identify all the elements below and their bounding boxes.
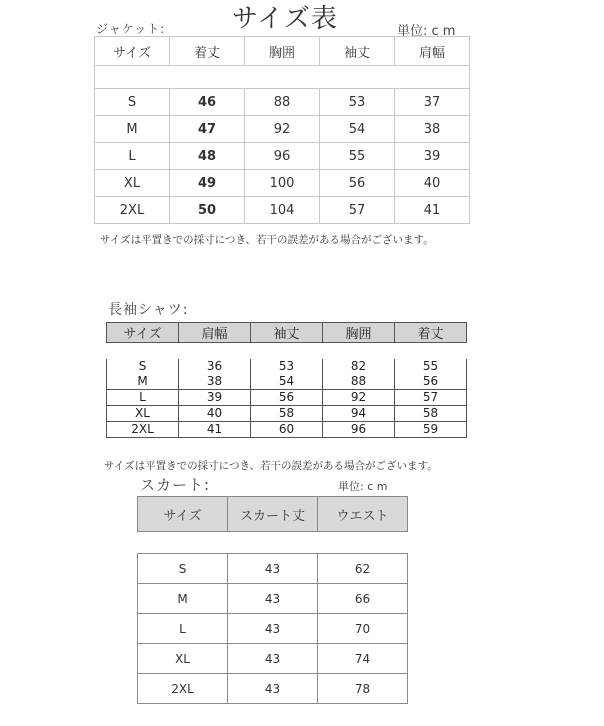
table-cell: 58 <box>395 406 467 422</box>
table-cell: 46 <box>170 89 245 116</box>
table-cell: 57 <box>395 390 467 406</box>
table-cell: 54 <box>320 116 395 143</box>
table-row <box>107 390 467 406</box>
spacer-cell <box>95 66 470 89</box>
table-header-row <box>95 37 470 66</box>
table-cell: 49 <box>170 170 245 197</box>
table-cell: 92 <box>323 390 395 406</box>
table-cell: 54 <box>251 374 323 390</box>
header-cell: ウエスト <box>318 497 408 532</box>
table-cell: 36 <box>179 359 251 374</box>
table-cell: 43 <box>228 584 318 614</box>
table-row <box>138 674 408 704</box>
table-cell: 57 <box>320 197 395 224</box>
table-cell: 88 <box>245 89 320 116</box>
table-cell: 50 <box>170 197 245 224</box>
table-row <box>95 197 470 224</box>
header-cell: 胸囲 <box>323 323 395 343</box>
table-row <box>107 406 467 422</box>
table-row <box>95 170 470 197</box>
table-cell: 41 <box>179 422 251 438</box>
table-cell: 37 <box>395 89 470 116</box>
table-cell: 92 <box>245 116 320 143</box>
shirt-size-table <box>106 359 467 438</box>
table-row <box>95 143 470 170</box>
table-cell: L <box>138 614 228 644</box>
table-cell: 66 <box>318 584 408 614</box>
table-cell: 48 <box>170 143 245 170</box>
table-row <box>107 359 467 374</box>
table-row <box>107 374 467 390</box>
jacket-note: サイズは平置きでの採寸につき、若干の誤差がある場合がございます。 <box>100 234 434 246</box>
table-cell: 55 <box>320 143 395 170</box>
table-row <box>95 89 470 116</box>
header-cell: 胸囲 <box>245 37 320 66</box>
table-cell: 56 <box>251 390 323 406</box>
table-header-row <box>107 323 467 343</box>
table-cell: 104 <box>245 197 320 224</box>
table-cell: XL <box>138 644 228 674</box>
table-cell: 60 <box>251 422 323 438</box>
table-cell: M <box>95 116 170 143</box>
header-cell: スカート丈 <box>228 497 318 532</box>
jacket-unit: 単位: c m <box>397 24 456 39</box>
table-cell: 56 <box>395 374 467 390</box>
table-cell: 40 <box>395 170 470 197</box>
table-cell: S <box>95 89 170 116</box>
table-row <box>95 116 470 143</box>
header-cell: 袖丈 <box>320 37 395 66</box>
shirt-note: サイズは平置きでの採寸につき、若干の誤差がある場合がございます。 <box>104 460 438 472</box>
table-cell: 88 <box>323 374 395 390</box>
jacket-label: ジャケット: <box>96 22 166 36</box>
table-row <box>138 554 408 584</box>
table-cell: 82 <box>323 359 395 374</box>
header-cell: 着丈 <box>170 37 245 66</box>
table-cell: 43 <box>228 644 318 674</box>
table-cell: 53 <box>251 359 323 374</box>
table-cell: M <box>138 584 228 614</box>
table-cell: 62 <box>318 554 408 584</box>
spacer-row <box>95 66 470 89</box>
table-cell: 39 <box>395 143 470 170</box>
shirt-label: 長袖シャツ: <box>108 302 189 318</box>
skirt-size-table <box>137 553 408 704</box>
table-cell: 53 <box>320 89 395 116</box>
skirt-header-table <box>137 496 408 532</box>
table-cell: 38 <box>395 116 470 143</box>
table-cell: 59 <box>395 422 467 438</box>
header-cell: 袖丈 <box>251 323 323 343</box>
table-cell: XL <box>95 170 170 197</box>
table-cell: 74 <box>318 644 408 674</box>
table-cell: 2XL <box>138 674 228 704</box>
table-cell: 70 <box>318 614 408 644</box>
header-cell: 着丈 <box>395 323 467 343</box>
table-cell: 94 <box>323 406 395 422</box>
table-cell: 58 <box>251 406 323 422</box>
table-cell: S <box>107 359 179 374</box>
table-cell: 56 <box>320 170 395 197</box>
table-cell: 43 <box>228 554 318 584</box>
table-cell: 43 <box>228 674 318 704</box>
table-cell: 96 <box>323 422 395 438</box>
table-cell: 96 <box>245 143 320 170</box>
table-cell: XL <box>107 406 179 422</box>
table-cell: 78 <box>318 674 408 704</box>
table-row <box>138 614 408 644</box>
table-cell: 2XL <box>107 422 179 438</box>
table-cell: 41 <box>395 197 470 224</box>
table-row <box>107 422 467 438</box>
skirt-label: スカート: <box>140 476 211 494</box>
table-cell: S <box>138 554 228 584</box>
header-cell: サイズ <box>95 37 170 66</box>
page-title: サイズ表 <box>232 4 338 34</box>
table-cell: 55 <box>395 359 467 374</box>
table-cell: 38 <box>179 374 251 390</box>
skirt-unit: 単位: c m <box>338 480 388 493</box>
jacket-size-table <box>94 36 470 224</box>
table-row <box>138 644 408 674</box>
table-cell: 40 <box>179 406 251 422</box>
table-cell: 100 <box>245 170 320 197</box>
header-cell: 肩幅 <box>179 323 251 343</box>
table-cell: L <box>107 390 179 406</box>
table-cell: L <box>95 143 170 170</box>
table-row <box>138 584 408 614</box>
table-cell: 43 <box>228 614 318 644</box>
table-header-row <box>138 497 408 532</box>
header-cell: 肩幅 <box>395 37 470 66</box>
header-cell: サイズ <box>107 323 179 343</box>
table-cell: M <box>107 374 179 390</box>
shirt-header-table <box>106 322 467 343</box>
header-cell: サイズ <box>138 497 228 532</box>
table-cell: 47 <box>170 116 245 143</box>
table-cell: 2XL <box>95 197 170 224</box>
table-cell: 39 <box>179 390 251 406</box>
